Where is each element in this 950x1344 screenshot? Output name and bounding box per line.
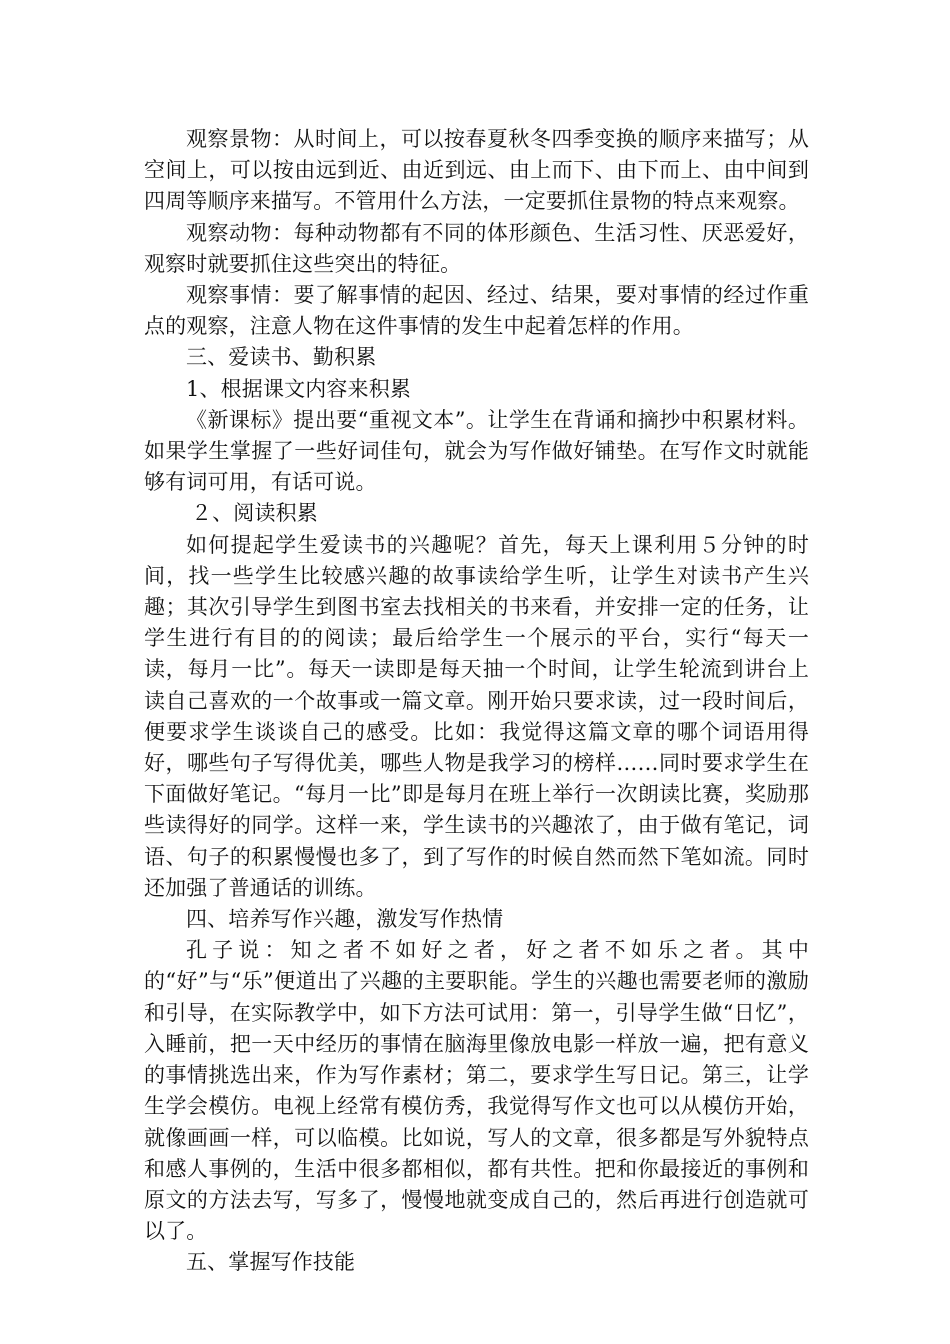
paragraph-observe-events: 观察事情：要了解事情的起因、经过、结果，要对事情的经过作重点的观察，注意人物在这件事情的发生中起着怎样的作用。: [144, 283, 809, 339]
subheading-3-2: ２、阅读积累: [191, 501, 318, 526]
section-heading-5: 五、掌握写作技能: [186, 1250, 356, 1275]
paragraph-confucius: 孔子说：知之者不如好之者，好之者不如乐之者。其中的“好”与“乐”便道出了兴趣的主要职能。学生的兴趣也需要老师的激励和引导，在实际教学中，如下方法可试用：第一，引导学生做“日忆”，入睡前，把一天中经历的事情在脑海里像放电影一样放一遍，把有意义的事情挑选出来，作为写作素材；第二，要求学生写日记。第三，让学生学会模仿。电视上经常有模仿秀，我觉得写作文也可以从模仿开始，就像画画一样，可以临模。比如说，写人的文章，很多都是写外貌特点和感人事例的，生活中很多都相似，都有共性。把和你最接近的事例和原文的方法去写，写多了，慢慢地就变成自己的，然后再进行创造就可以了。: [144, 938, 809, 1244]
paragraph-reading-interest: 如何提起学生爱读书的兴趣呢？首先，每天上课利用５分钟的时间，找一些学生比较感兴趣的故事读给学生听，让学生对读书产生兴趣；其次引导学生到图书室去找相关的书来看，并安排一定的任务，让学生进行有目的的阅读；最后给学生一个展示的平台，实行“每天一读，每月一比”。每天一读即是每天抽一个时间，让学生轮流到讲台上读自己喜欢的一个故事或一篇文章。刚开始只要求读，过一段时间后，便要求学生谈谈自己的感受。比如：我觉得这篇文章的哪个词语用得好，哪些句子写得优美，哪些人物是我学习的榜样……同时要求学生在下面做好笔记。“每月一比”即是每月在班上举行一次朗读比赛，奖励那些读得好的同学。这样一来，学生读书的兴趣浓了，由于做有笔记，词语、句子的积累慢慢也多了，到了写作的时候自然而然下笔如流。同时还加强了普通话的训练。: [144, 532, 809, 900]
paragraph-observe-animals: 观察动物：每种动物都有不同的体形颜色、生活习性、厌恶爱好，观察时就要抓住这些突出的特征。: [144, 220, 809, 276]
section-heading-3: 三、爱读书、勤积累: [186, 345, 377, 370]
paragraph-observe-scenery: 观察景物：从时间上，可以按春夏秋冬四季变换的顺序来描写；从空间上，可以按由远到近、由近到远、由上而下、由下而上、由中间到四周等顺序来描写。不管用什么方法，一定要抓住景物的特点来观察。: [144, 127, 809, 214]
document-page: [144, 124, 809, 1279]
section-heading-4: 四、培养写作兴趣，激发写作热情: [186, 907, 504, 932]
paragraph-curriculum: 《新课标》提出要“重视文本”。让学生在背诵和摘抄中积累材料。如果学生掌握了一些好词佳句，就会为写作做好铺垫。在写作文时就能够有词可用，有话可说。: [144, 407, 809, 495]
subheading-3-1: 1、根据课文内容来积累: [186, 376, 412, 401]
